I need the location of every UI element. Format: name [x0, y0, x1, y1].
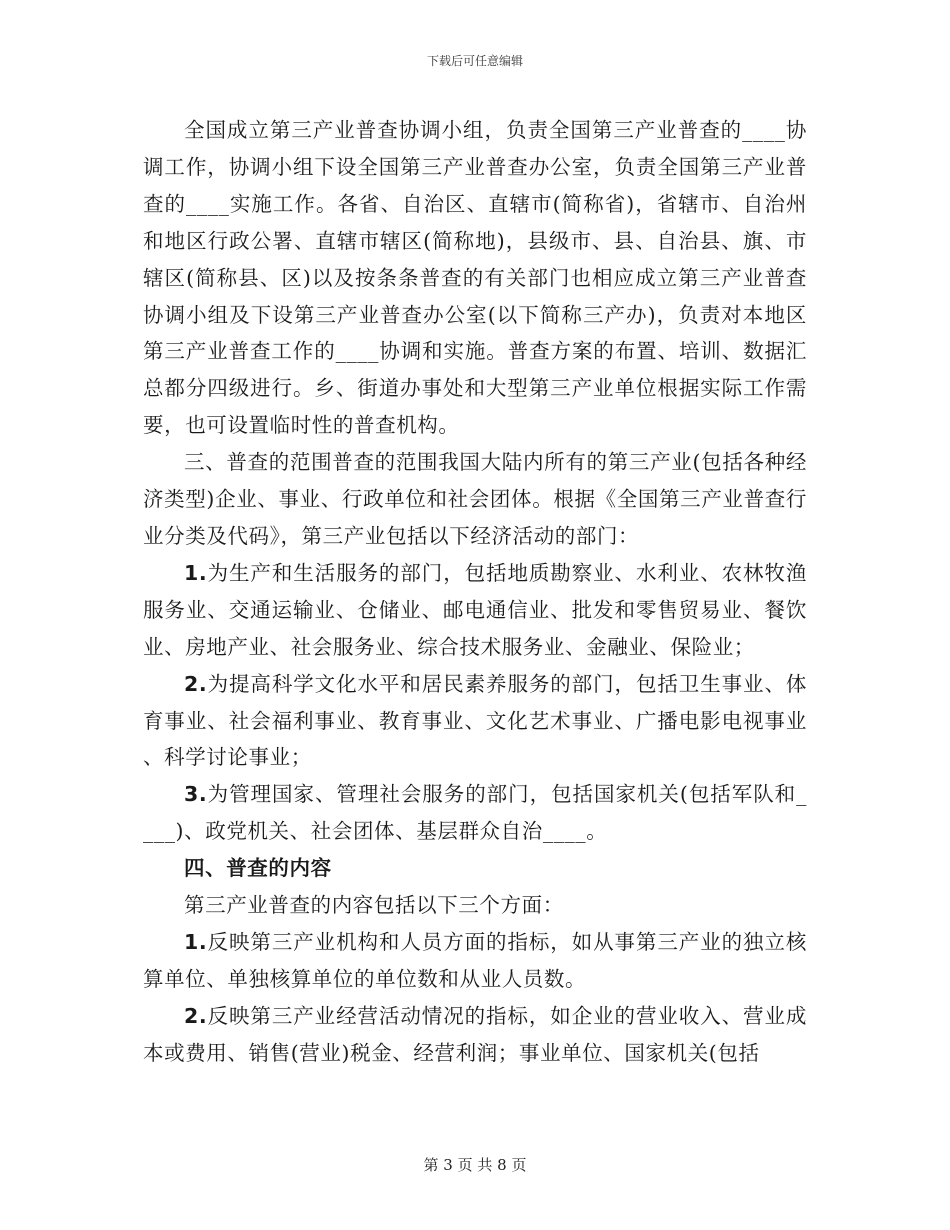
list-number: 3.	[184, 782, 208, 807]
list-item: 3.为管理国家、管理社会服务的部门，包括国家机关(包括军队和____)、政党机关、社会团体、基层群众自治____。	[143, 782, 807, 844]
list-item: 2.反映第三产业经营活动情况的指标，如企业的营业收入、营业成本或费用、销售(营业)税金、经营利润；事业单位、国家机关(包括	[143, 1003, 807, 1065]
list-number: 1.	[184, 560, 208, 585]
section-heading: 四、普查的内容	[184, 856, 332, 881]
document-body	[143, 112, 807, 1072]
list-item: 1.反映第三产业机构和人员方面的指标，如从事第三产业的独立核算单位、单独核算单位的单位数和从业人员数。	[143, 929, 807, 991]
paragraph: 第三产业普查的内容包括以下三个方面：	[184, 893, 564, 918]
paragraph: 三、普查的范围普查的范围我国大陆内所有的第三产业(包括各种经济类型)企业、事业、行政单位和社会团体。根据《全国第三产业普查行业分类及代码》，第三产业包括以下经济活动的部门：	[143, 450, 807, 548]
list-number: 2.	[184, 1003, 208, 1028]
list-item: 1.为生产和生活服务的部门，包括地质勘察业、水利业、农林牧渔服务业、交通运输业、仓储业、邮电通信业、批发和零售贸易业、餐饮业、房地产业、社会服务业、综合技术服务业、金融业、保险业；	[143, 560, 807, 659]
list-number: 1.	[184, 929, 208, 954]
list-number: 2.	[184, 671, 208, 696]
paragraph: 全国成立第三产业普查协调小组，负责全国第三产业普查的____协调工作，协调小组下设全国第三产业普查办公室，负责全国第三产业普查的____实施工作。各省、自治区、直辖市(简称省)，省辖市、自治州和地区行政公署、直辖市辖区(简称地)，县级市、县、自治县、旗、市辖区(简称县、区)以及按条条普查的有关部门也相应成立第三产业普查协调小组及下设第三产业普查办公室(以下简称三产办)，负责对本地区第三产业普查工作的____协调和实施。普查方案的布置、培训、数据汇总都分四级进行。乡、街道办事处和大型第三产业单位根据实际工作需要，也可设置临时性的普查机构。	[143, 118, 807, 438]
page-number: 第 3 页 共 8 页	[423, 1156, 527, 1174]
list-item: 2.为提高科学文化水平和居民素养服务的部门，包括卫生事业、体育事业、社会福利事业、教育事业、文化艺术事业、广播电影电视事业、科学讨论事业；	[143, 671, 807, 770]
header-note: 下载后可任意编辑	[426, 54, 523, 68]
